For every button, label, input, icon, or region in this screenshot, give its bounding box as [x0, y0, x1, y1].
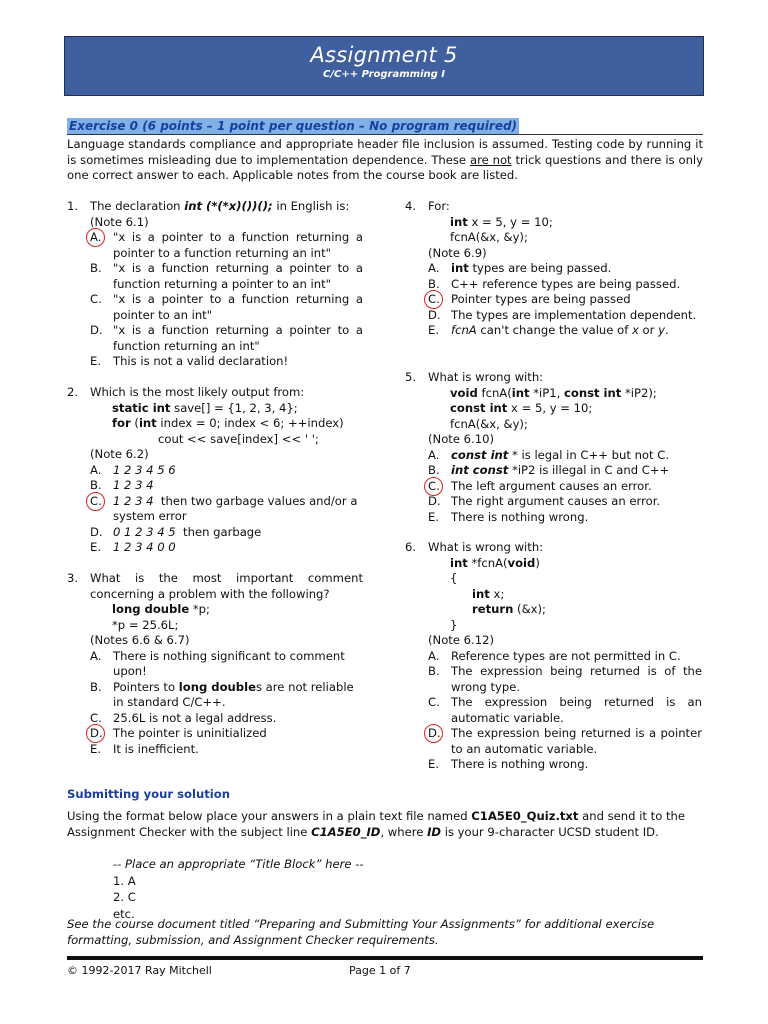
- answer-circle: [424, 290, 443, 309]
- question-5: 5. What is wrong with: void fcnA(int *iP1, const int *iP2); const int x = 5, y = 10; fcnA(&x, &y); (Note 6.10) A. const int * is legal in C++ but not C. B. int const *iP2 is illegal in C and C++ C. The left argument causes an error. D. The right argument causes an error. E. There is nothing wrong.: [405, 370, 702, 525]
- question-1: 1. The declaration int (*(*x)())(); in English is: (Note 6.1) A. "x is a pointer to a function returning a pointer to a function returning an int" B. "x is a function returning a pointer to a function returning a pointer to an int" C. "x is a pointer to a function returning a pointer to an int" D. "x is a function returning a pointer to a function returning an int" E. This is not a valid declaration!: [67, 199, 363, 368]
- q1-option-b: B. "x is a function returning a pointer to a function returning a pointer to an int": [90, 261, 363, 291]
- q3-option-e: E. It is inefficient.: [90, 741, 199, 756]
- submitting-heading: Submitting your solution: [67, 787, 230, 801]
- q4-option-b: B. C++ reference types are being passed.: [428, 276, 681, 291]
- q1-option-e: E. This is not a valid declaration!: [90, 354, 289, 368]
- q2-option-a: A. 1 2 3 4 5 6: [90, 462, 176, 477]
- q2-option-d: D. 0 1 2 3 4 5 then garbage: [90, 524, 262, 539]
- q5-option-c: C. The left argument causes an error.: [428, 479, 702, 495]
- q5-option-d: D. The right argument causes an error.: [428, 494, 661, 508]
- footer-rule: [67, 956, 703, 960]
- q2-option-b: B. 1 2 3 4: [90, 478, 154, 492]
- question-4: 4. For: int x = 5, y = 10; fcnA(&x, &y); (Note 6.9) A. int types are being passed. B. C++ reference types are being passed. C. Pointer types are being passed D. The types are implementation dependent. E. fcnA can't change the value of x or y.: [405, 199, 702, 339]
- q4-option-a: A. int types are being passed.: [428, 261, 612, 275]
- question-6: 6. What is wrong with: int *fcnA(void) { int x; return (&x); } (Note 6.12) A. Reference types are not permitted in C. B. The expression being returned is of the wrong type. C. The expression being returned is an automatic variable. D. The expression being returned is a pointer to an automatic variable. E. There is nothing wrong.: [405, 540, 702, 771]
- q3-option-c: C. 25.6L is not a legal address.: [90, 710, 277, 725]
- q3-option-d: D. The pointer is uninitialized: [90, 726, 363, 742]
- q5-option-b: B. int const *iP2 is illegal in C and C++: [428, 463, 670, 477]
- answer-circle: [424, 477, 443, 496]
- answer-circle: [86, 228, 105, 247]
- q5-option-e: E. There is nothing wrong.: [428, 509, 589, 524]
- see-course-document: See the course document titled “Preparing and Submitting Your Assignments” for additional exercise formatting, submission, and Assignment Checker requirements.: [67, 917, 655, 947]
- q6-option-c: C. The expression being returned is an automatic variable.: [428, 695, 702, 725]
- answer-circle: [86, 724, 105, 743]
- q2-option-c: C. 1 2 3 4 then two garbage values and/or a system error: [90, 494, 363, 525]
- q4-option-c: C. Pointer types are being passed: [428, 292, 702, 308]
- q6-option-b: B. The expression being returned is of the wrong type.: [428, 664, 702, 694]
- q3-option-b: B. Pointers to long doubles are not reliable in standard C/C++.: [90, 679, 354, 709]
- assignment-header: [64, 36, 704, 96]
- exercise-title: Exercise 0 (6 points – 1 point per question – No program required): [69, 119, 518, 133]
- q1-option-c: C. "x is a pointer to a function returning a pointer to an int": [90, 292, 363, 322]
- q1-option-d: D. "x is a function returning a pointer to a function returning an int": [90, 323, 363, 353]
- copyright: © 1992-2017 Ray Mitchell: [67, 964, 212, 977]
- question-2: 2. Which is the most likely output from: static int save[] = {1, 2, 3, 4}; for (int index = 0; index < 6; ++index) cout << save[index] << ' '; (Note 6.2) A. 1 2 3 4 5 6 B. 1 2 3 4 C. 1 2 3 4 then two garbage values and/or a system error D. 0 1 2 3 4 5 then garbage E. 1 2 3 4 0 0: [67, 385, 362, 554]
- q1-option-a: A. "x is a pointer to a function returning a pointer to a function returning an int": [90, 230, 363, 261]
- question-3: 3. What is the most important comment concerning a problem with the following? long double *p; *p = 25.6L; (Notes 6.6 & 6.7) A. There is nothing significant to comment upon! B. Pointers to long doubles are not reliable in standard C/C++. C. 25.6L is not a legal address. D. The pointer is uninitialized E. It is inefficient.: [67, 571, 363, 756]
- q4-option-e: E. fcnA can't change the value of x or y.: [428, 323, 669, 337]
- intro-paragraph: Language standards compliance and appropriate header file inclusion is assumed. Testing code by running it is sometimes misleading due to implementation dependence. These are not trick questions and there is only one correct answer to each. Applicable notes from the course book are listed.: [67, 137, 704, 182]
- answer-format-example: -- Place an appropriate “Title Block” here -- 1. A 2. C etc.: [113, 857, 364, 921]
- q4-option-d: D. The types are implementation dependent.: [428, 307, 697, 322]
- q6-option-d: D. The expression being returned is a pointer to an automatic variable.: [428, 726, 702, 757]
- q2-option-e: E. 1 2 3 4 0 0: [90, 540, 176, 554]
- assignment-title: Assignment 5: [310, 43, 458, 67]
- submitting-instructions: Using the format below place your answers in a plain text file named C1A5E0_Quiz.txt and send it to the Assignment Checker with the subject line C1A5E0_ID, where ID is your 9-character UCSD student ID.: [67, 809, 686, 839]
- course-subtitle: C/C++ Programming I: [323, 69, 445, 80]
- q6-option-e: E. There is nothing wrong.: [428, 757, 589, 771]
- q3-option-a: A. There is nothing significant to comment upon!: [90, 648, 345, 678]
- answer-circle: [86, 492, 105, 511]
- page-number: Page 1 of 7: [349, 964, 411, 977]
- answer-circle: [424, 724, 443, 743]
- q6-option-a: A. Reference types are not permitted in C.: [428, 648, 681, 663]
- q5-option-a: A. const int * is legal in C++ but not C.: [428, 447, 670, 462]
- divider: [67, 134, 703, 135]
